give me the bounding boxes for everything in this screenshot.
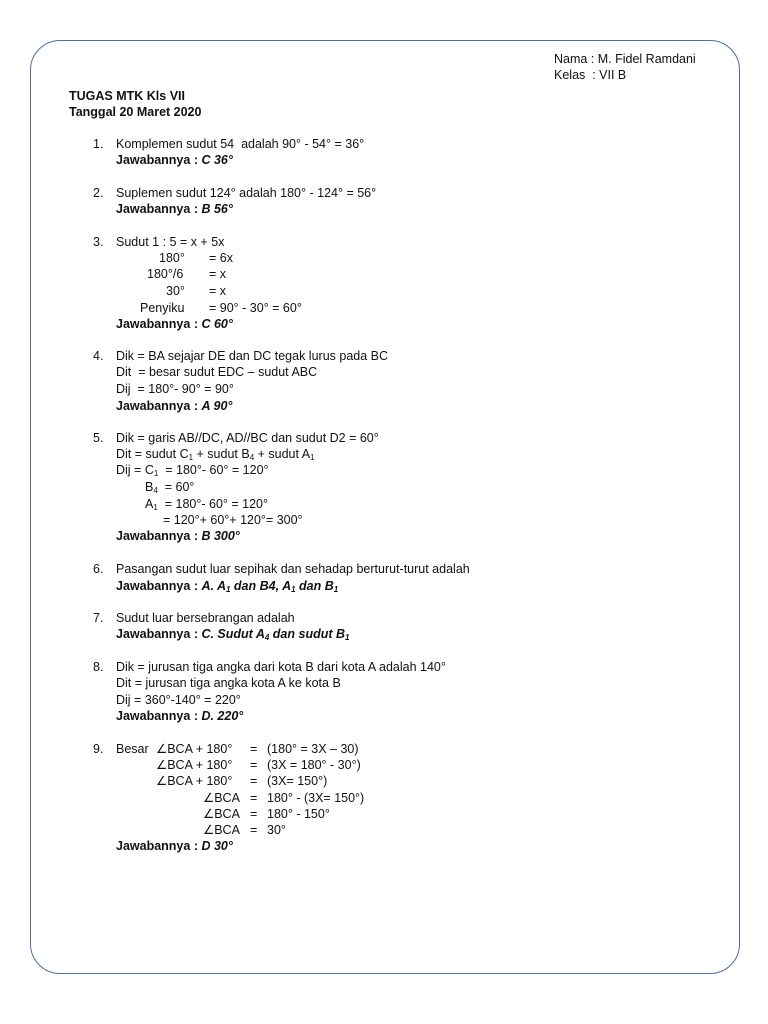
- answer-value: C 60°: [201, 317, 233, 331]
- work-left: 30°: [166, 284, 185, 298]
- page-border: [30, 40, 740, 974]
- answer-value: A 90°: [201, 399, 233, 413]
- answer-value: D 30°: [201, 839, 233, 853]
- equation-equals: =: [250, 791, 258, 805]
- asked-text: + sudut B: [193, 447, 250, 461]
- question-number: 6.: [93, 562, 104, 576]
- question-number: 8.: [93, 660, 104, 674]
- answer-line: [116, 528, 240, 544]
- question-number: 9.: [93, 742, 104, 756]
- answer-value: B 300°: [201, 529, 240, 543]
- question-number: 4.: [93, 349, 104, 363]
- equation-left: ∠BCA: [203, 823, 240, 837]
- document-date: Tanggal 20 Maret 2020: [69, 105, 202, 119]
- equation-equals: =: [250, 823, 258, 837]
- asked-line: Dit = jurusan tiga angka kota A ke kota B: [116, 676, 341, 690]
- answer-label: Jawabannya :: [116, 627, 202, 641]
- work-right: = x: [209, 284, 227, 298]
- answer-value: B 56°: [201, 202, 233, 216]
- answer-line: [116, 708, 243, 724]
- known-line: Dik = jurusan tiga angka dari kota B dari kota A adalah 140°: [116, 660, 446, 674]
- equation-equals: =: [250, 774, 258, 788]
- equation-right: (3X = 180° - 30°): [267, 758, 361, 772]
- known-line: Dik = BA sejajar DE dan DC tegak lurus pada BC: [116, 349, 389, 363]
- solution-line: Dij = 360°-140° = 220°: [116, 693, 241, 707]
- solution-line: = 120°+ 60°+ 120°= 300°: [163, 513, 303, 527]
- subscript: 1: [153, 503, 158, 512]
- answer-value: C. Sudut A: [201, 627, 265, 641]
- subscript: 1: [345, 633, 350, 642]
- answer-value: D. 220°: [201, 709, 244, 723]
- equation-left: ∠BCA + 180°: [156, 758, 233, 772]
- student-name: Nama : M. Fidel Ramdani: [554, 52, 696, 66]
- work-right: = 90° - 30° = 60°: [209, 301, 302, 315]
- solution-text: = 180°- 60° = 120°: [157, 497, 269, 511]
- answer-label: Jawabannya :: [116, 529, 202, 543]
- answer-label: Jawabannya :: [116, 202, 202, 216]
- answer-line: [116, 201, 233, 217]
- equation-equals: =: [250, 758, 258, 772]
- equation-left: ∠BCA: [203, 791, 240, 805]
- asked-line: Dit = besar sudut EDC – sudut ABC: [116, 365, 318, 379]
- solution-line: Dij = 180°- 90° = 90°: [116, 382, 234, 396]
- equation-right: 30°: [267, 823, 286, 837]
- work-left: 180°: [159, 251, 185, 265]
- question-text: Sudut 1 : 5 = x + 5x: [116, 235, 225, 249]
- answer-label: Jawabannya :: [116, 579, 202, 593]
- question-text: Suplemen sudut 124° adalah 180° - 124° = 56°: [116, 186, 377, 200]
- work-right: = x: [209, 267, 227, 281]
- equation-right: 180° - (3X= 150°): [267, 791, 365, 805]
- equation-right: (180° = 3X – 30): [267, 742, 359, 756]
- question-number: 2.: [93, 186, 104, 200]
- answer-label: Jawabannya :: [116, 709, 202, 723]
- solution-text: A: [145, 497, 154, 511]
- solution-line: [145, 479, 194, 495]
- subscript: 1: [153, 469, 159, 478]
- solution-text: Dij = C: [116, 463, 154, 477]
- question-text: Sudut luar bersebrangan adalah: [116, 611, 295, 625]
- known-line: Dik = garis AB//DC, AD//BC dan sudut D2 = 60°: [116, 431, 379, 445]
- subscript: 4: [153, 486, 158, 495]
- answer-line: [116, 626, 349, 642]
- subscript: 4: [249, 453, 255, 462]
- asked-text: + sudut A: [254, 447, 311, 461]
- question-number: 7.: [93, 611, 104, 625]
- student-class: Kelas : VII B: [554, 68, 627, 82]
- question-number: 1.: [93, 137, 104, 151]
- answer-line: [116, 152, 233, 168]
- subscript: 4: [264, 633, 270, 642]
- subscript: 1: [291, 585, 296, 594]
- equation-left: ∠BCA: [203, 807, 240, 821]
- subscript: 1: [333, 585, 339, 594]
- question-text: Komplemen sudut 54 adalah 90° - 54° = 36°: [116, 137, 365, 151]
- equation-left: ∠BCA + 180°: [156, 774, 233, 788]
- answer-label: Jawabannya :: [116, 399, 202, 413]
- besar-label: Besar: [116, 742, 149, 756]
- equation-equals: =: [250, 807, 258, 821]
- work-left: Penyiku: [140, 301, 185, 315]
- answer-value: dan B: [295, 579, 334, 593]
- answer-value: A. A: [201, 579, 226, 593]
- answer-label: Jawabannya :: [116, 839, 202, 853]
- answer-value: dan B4, A: [230, 579, 292, 593]
- solution-text: = 180°- 60° = 120°: [158, 463, 269, 477]
- solution-line: [145, 496, 268, 512]
- work-right: = 6x: [209, 251, 233, 265]
- equation-left: ∠BCA + 180°: [156, 742, 233, 756]
- answer-value: dan sudut B: [269, 627, 346, 641]
- work-left: 180°/6: [147, 267, 184, 281]
- answer-value: C 36°: [201, 153, 233, 167]
- subscript: 1: [310, 453, 315, 462]
- equation-right: (3X= 150°): [267, 774, 328, 788]
- answer-line: [116, 398, 232, 414]
- equation-right: 180° - 150°: [267, 807, 330, 821]
- subscript: 1: [188, 453, 194, 462]
- document-title: TUGAS MTK Kls VII: [69, 89, 185, 103]
- answer-line: [116, 578, 338, 594]
- question-number: 3.: [93, 235, 104, 249]
- equation-equals: =: [250, 742, 258, 756]
- answer-line: [116, 838, 233, 854]
- answer-line: [116, 316, 233, 332]
- solution-line: [116, 462, 269, 478]
- subscript: 1: [226, 585, 231, 594]
- question-number: 5.: [93, 431, 104, 445]
- answer-label: Jawabannya :: [116, 153, 202, 167]
- answer-label: Jawabannya :: [116, 317, 202, 331]
- asked-line: [116, 446, 315, 462]
- solution-text: B: [145, 480, 154, 494]
- solution-text: = 60°: [157, 480, 195, 494]
- asked-text: Dit = sudut C: [116, 447, 189, 461]
- question-text: Pasangan sudut luar sepihak dan sehadap berturut-turut adalah: [116, 562, 470, 576]
